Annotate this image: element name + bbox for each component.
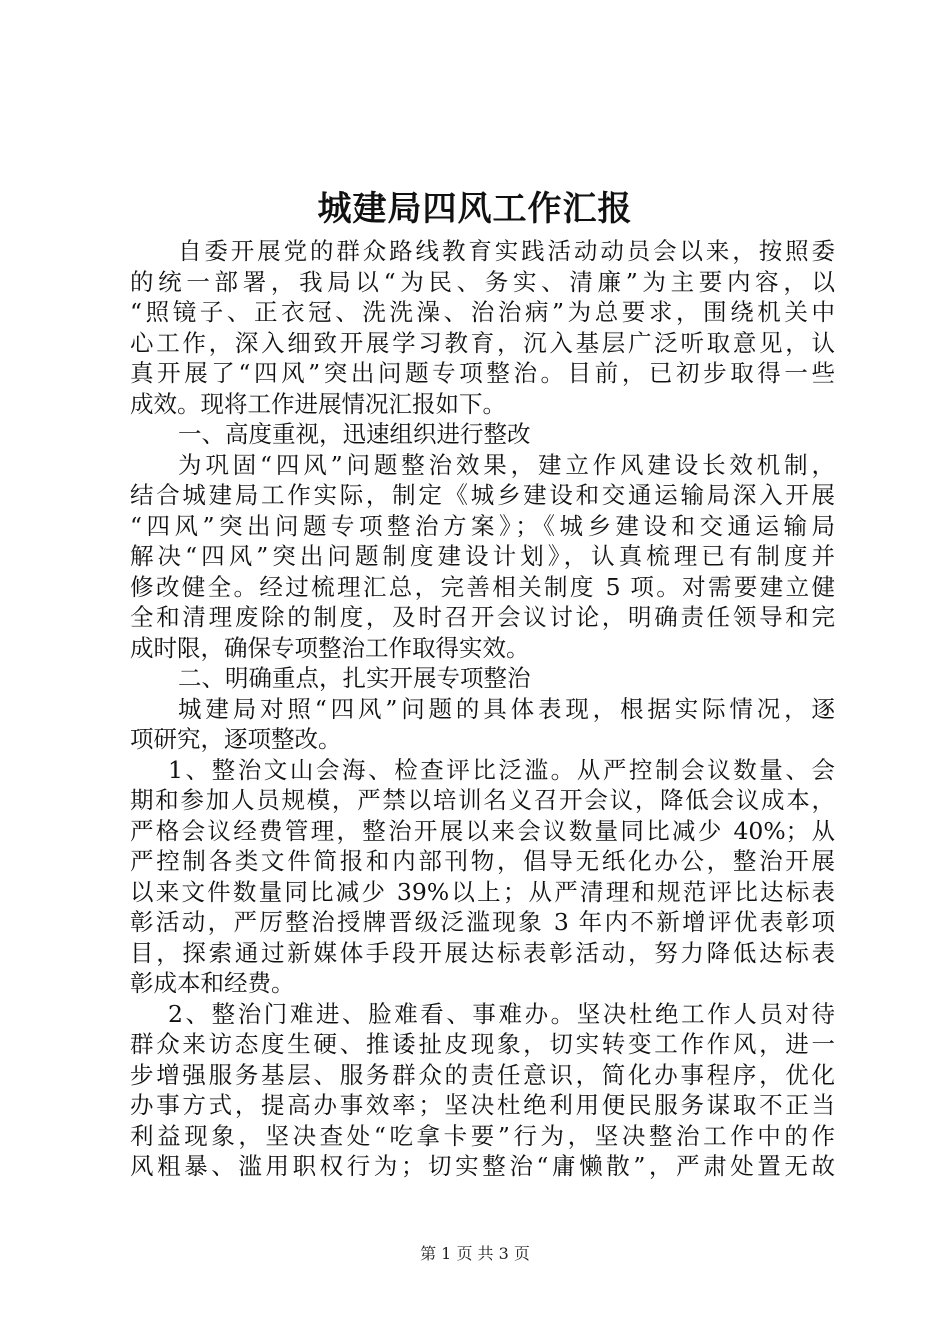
text-line: 全和清理废除的制度，及时召开会议讨论，明确责任领导和完 <box>130 603 835 631</box>
document-body <box>130 236 835 1182</box>
text-line: 严格会议经费管理，整治开展以来会议数量同比减少 40%；从 <box>130 816 835 845</box>
text-line: 心工作，深入细致开展学习教育，沉入基层广泛听取意见，认 <box>130 328 835 357</box>
text-line: 城建局对照“四风”问题的具体表现，根据实际情况，逐 <box>178 694 835 723</box>
text-line: 一、高度重视，迅速组织进行整改 <box>178 420 531 448</box>
text-line: 二、明确重点，扎实开展专项整治 <box>178 664 531 692</box>
text-line: “四风”突出问题专项整治方案》；《城乡建设和交通运输局 <box>130 511 835 540</box>
text-line: 项研究，逐项整改。 <box>130 725 342 753</box>
text-line: 的统一部署，我局以“为民、务实、清廉”为主要内容，以 <box>130 267 835 296</box>
text-line: “照镜子、正衣冠、洗洗澡、治治病”为总要求，围绕机关中 <box>130 298 835 326</box>
text-line: 彰活动，严厉整治授牌晋级泛滥现象 3 年内不新增评优表彰项 <box>130 908 835 936</box>
text-line: 期和参加人员规模，严禁以培训名义召开会议，降低会议成本， <box>130 786 835 814</box>
text-line: 为巩固“四风”问题整治效果，建立作风建设长效机制， <box>178 450 835 479</box>
text-line: 目，探索通过新媒体手段开展达标表彰活动，努力降低达标表 <box>130 938 835 967</box>
text-line: 解决“四风”突出问题制度建设计划》，认真梳理已有制度并 <box>130 542 835 570</box>
text-line: 严控制各类文件简报和内部刊物，倡导无纸化办公，整治开展 <box>130 847 835 875</box>
text-line: 利益现象，坚决查处“吃拿卡要”行为，坚决整治工作中的作 <box>130 1121 835 1150</box>
text-line: 成效。现将工作进展情况汇报如下。 <box>130 389 506 418</box>
text-line: 修改健全。经过梳理汇总，完善相关制度 5 项。对需要建立健 <box>130 572 835 601</box>
text-line: 自委开展党的群众路线教育实践活动动员会以来，按照委 <box>178 237 835 265</box>
text-line: 彰成本和经费。 <box>130 969 295 997</box>
text-line: 办事方式，提高办事效率；坚决杜绝利用便民服务谋取不正当 <box>130 1091 835 1119</box>
text-line: 2、整治门难进、脸难看、事难办。坚决杜绝工作人员对待 <box>168 999 835 1028</box>
text-line: 真开展了“四风”突出问题专项整治。目前，已初步取得一些 <box>130 359 835 387</box>
text-line: 结合城建局工作实际，制定《城乡建设和交通运输局深入开展 <box>130 481 835 509</box>
text-line: 1、整治文山会海、检查评比泛滥。从严控制会议数量、会 <box>168 755 835 784</box>
document-title: 城建局四风工作汇报 <box>317 189 633 229</box>
text-line: 群众来访态度生硬、推诿扯皮现象，切实转变工作作风，进一 <box>130 1030 835 1058</box>
text-line: 以来文件数量同比减少 39%以上；从严清理和规范评比达标表 <box>130 877 835 906</box>
text-line: 成时限，确保专项整治工作取得实效。 <box>130 633 530 662</box>
text-line: 步增强服务基层、服务群众的责任意识，简化办事程序，优化 <box>130 1060 835 1089</box>
page-footer: 第 1 页 共 3 页 <box>420 1244 530 1263</box>
text-line: 风粗暴、滥用职权行为；切实整治“庸懒散”，严肃处置无故 <box>130 1152 835 1180</box>
